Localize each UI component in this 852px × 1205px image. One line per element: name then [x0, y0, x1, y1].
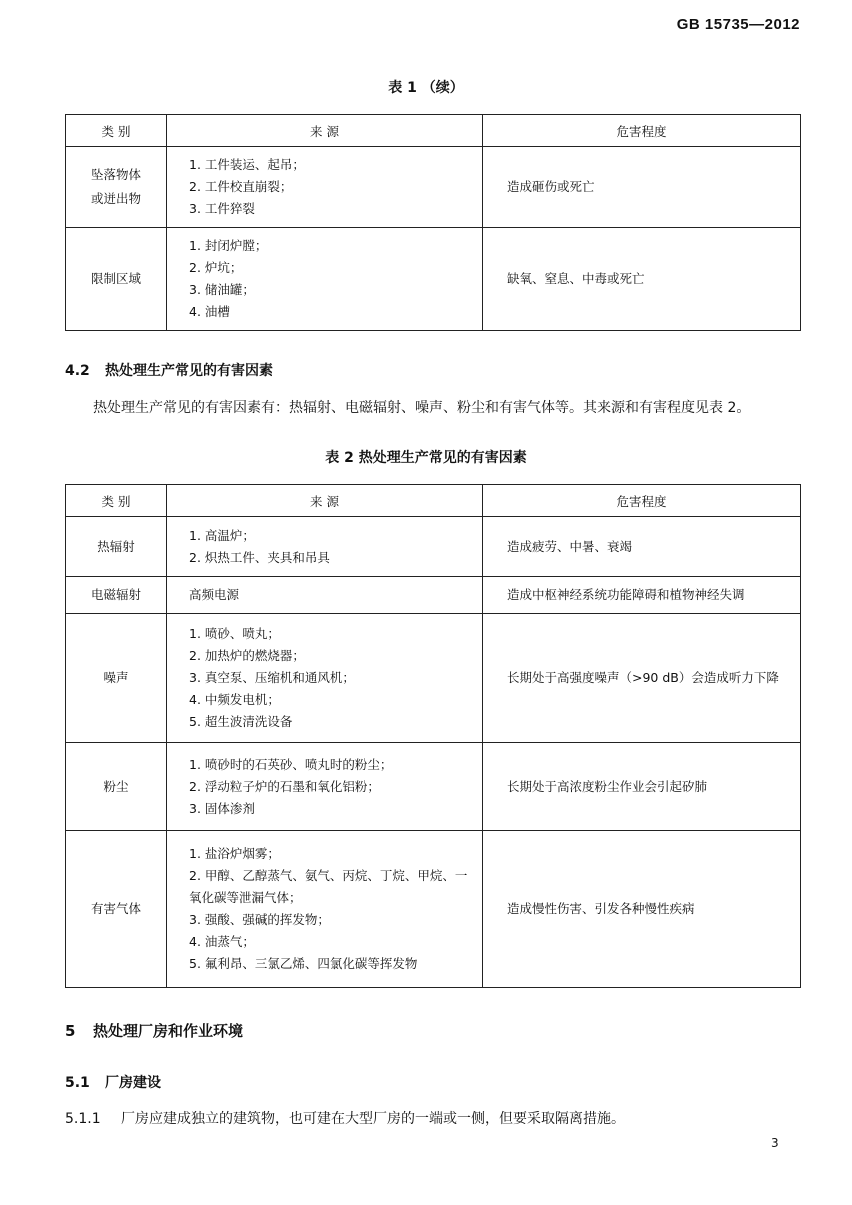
table-header-row — [66, 485, 801, 517]
clause-text: 厂房应建成独立的建筑物，也可建在大型厂房的一端或一侧，但要采取隔离措施。 — [121, 1111, 625, 1127]
hazard-cell: 造成慢性伤害、引发各种慢性疾病 — [483, 831, 801, 988]
source-item: 4. 油蒸气； — [189, 934, 255, 949]
source-item: 1. 工件装运、起吊； — [189, 157, 305, 172]
category-label: 或迸出物 — [90, 191, 141, 206]
source-item: 1. 高温炉； — [189, 527, 255, 543]
column-header-category: 类 别 — [66, 115, 167, 147]
category-cell — [66, 228, 167, 331]
source-item: 3. 工件猝裂 — [189, 201, 255, 216]
category-cell — [66, 614, 167, 743]
table-2 — [65, 484, 801, 988]
section-heading-4-2 — [65, 360, 273, 380]
source-item: 2. 工件校直崩裂； — [189, 179, 293, 194]
category-label: 电磁辐射 — [90, 587, 141, 602]
column-header-source: 来 源 — [167, 115, 483, 147]
source-cell — [167, 228, 483, 331]
category-cell — [66, 831, 167, 988]
source-item: 3. 固体渗剂 — [189, 800, 255, 816]
hazard-cell: 长期处于高浓度粉尘作业会引起矽肺 — [483, 743, 801, 831]
source-item: 1. 封闭炉膛； — [189, 238, 268, 253]
category-cell — [66, 743, 167, 831]
table-row — [66, 831, 801, 988]
column-header-hazard: 危害程度 — [483, 485, 801, 517]
category-label: 噪声 — [103, 670, 129, 685]
section-heading-5-1 — [65, 1072, 161, 1092]
category-label: 有害气体 — [90, 901, 141, 916]
category-label: 限制区域 — [90, 271, 141, 286]
section-number: 4.2 — [65, 363, 90, 379]
table-row — [66, 743, 801, 831]
hazard-cell: 造成中枢神经系统功能障碍和植物神经失调 — [483, 577, 801, 614]
source-item: 5. 超生波清洗设备 — [189, 714, 293, 729]
category-cell — [66, 517, 167, 577]
source-item: 2. 加热炉的燃烧器； — [189, 648, 305, 663]
table-1 — [65, 114, 801, 331]
source-item: 1. 盐浴炉烟雾； — [189, 846, 280, 861]
source-cell — [167, 577, 483, 614]
clause-number: 5.1.1 — [65, 1111, 101, 1127]
table-header-row — [66, 115, 801, 147]
table-row — [66, 228, 801, 331]
source-item: 4. 油槽 — [189, 304, 230, 319]
column-header-hazard: 危害程度 — [483, 115, 801, 147]
hazard-cell: 造成砸伤或死亡 — [483, 147, 801, 228]
source-item: 5. 氟利昂、三氯乙烯、四氯化碳等挥发物 — [189, 956, 418, 971]
category-label: 粉尘 — [103, 778, 129, 794]
hazard-cell: 缺氧、窒息、中毒或死亡 — [483, 228, 801, 331]
source-item: 1. 喷砂时的石英砂、喷丸时的粉尘； — [189, 756, 393, 772]
table-row — [66, 577, 801, 614]
section-title: 热处理生产常见的有害因素 — [105, 363, 273, 379]
hazard-cell: 长期处于高强度噪声（>90 dB）会造成听力下降 — [483, 614, 801, 743]
source-item: 3. 真空泵、压缩机和通风机； — [189, 670, 355, 685]
section-title: 厂房建设 — [105, 1075, 161, 1091]
source-cell — [167, 831, 483, 988]
source-cell — [167, 517, 483, 577]
source-item: 2. 甲醇、乙醇蒸气、氨气、丙烷、丁烷、甲烷、一氧化碳等泄漏气体； — [189, 868, 468, 905]
page-number: 3 — [771, 1136, 779, 1150]
source-cell — [167, 614, 483, 743]
source-item: 4. 中频发电机； — [189, 692, 280, 707]
table2-caption: 表 2 热处理生产常见的有害因素 — [325, 450, 527, 466]
paragraph-text: 热处理生产常见的有害因素有：热辐射、电磁辐射、噪声、粉尘和有害气体等。其来源和有害程度见表 2。 — [93, 400, 751, 416]
section-number: 5.1 — [65, 1075, 90, 1091]
section-4-2-paragraph — [65, 396, 800, 420]
category-label: 坠落物体 — [90, 167, 141, 182]
column-header-source: 来 源 — [167, 485, 483, 517]
source-item: 高频电源 — [189, 587, 240, 602]
table1-caption: 表 1 （续） — [388, 80, 464, 96]
source-item: 3. 强酸、强碱的挥发物； — [189, 912, 330, 927]
category-cell — [66, 577, 167, 614]
column-header-category: 类 别 — [66, 485, 167, 517]
standard-code: GB 15735—2012 — [676, 16, 800, 33]
clause-5-1-1 — [65, 1108, 800, 1128]
source-item: 1. 喷砂、喷丸； — [189, 626, 280, 641]
source-item: 2. 浮动粒子炉的石墨和氧化铝粉； — [189, 778, 380, 794]
source-item: 2. 炉坑； — [189, 260, 243, 275]
source-item: 2. 炽热工件、夹具和吊具 — [189, 549, 330, 565]
category-cell — [66, 147, 167, 228]
section-number: 5 — [65, 1022, 76, 1040]
table-row — [66, 147, 801, 228]
table-row — [66, 517, 801, 577]
section-title: 热处理厂房和作业环境 — [93, 1022, 244, 1040]
source-item: 3. 储油罐； — [189, 282, 255, 297]
table-row — [66, 614, 801, 743]
section-heading-5 — [65, 1020, 243, 1041]
hazard-cell: 造成疲劳、中暑、衰竭 — [483, 517, 801, 577]
category-label: 热辐射 — [97, 538, 135, 554]
source-cell — [167, 147, 483, 228]
source-cell — [167, 743, 483, 831]
